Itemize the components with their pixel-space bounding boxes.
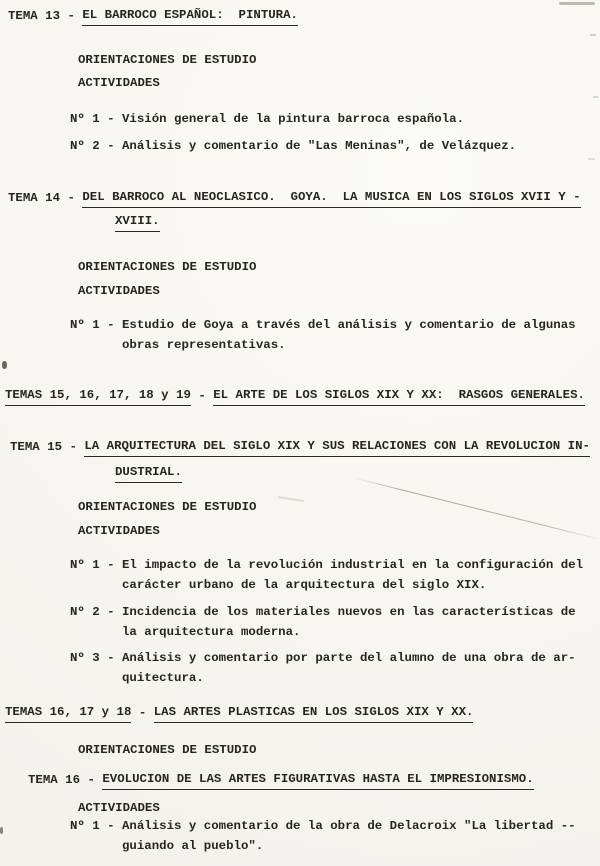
- temas-16-18-label: TEMAS 16, 17 y 18: [5, 703, 131, 723]
- actividades-text: ACTIVIDADES: [78, 284, 160, 298]
- tema-16-label: TEMA 16 -: [28, 773, 103, 787]
- activity-line: la arquitectura moderna.: [122, 625, 301, 639]
- temas-15-19-label: TEMAS 15, 16, 17, 18 y 19: [5, 386, 191, 406]
- activity-number: Nº 1 -: [70, 558, 123, 572]
- tema-13-activity-1: [70, 109, 464, 129]
- activity-text: [122, 555, 583, 595]
- tema-15-label: TEMA 15 -: [10, 440, 85, 454]
- tema-15-actividades-label: [78, 521, 160, 541]
- activity-text: [122, 315, 576, 355]
- activity-line: guiando al pueblo".: [122, 839, 264, 853]
- tema-14-actividades-label: [78, 281, 160, 301]
- activity-text: [122, 648, 576, 688]
- tema-13-activity-2: [70, 136, 516, 156]
- activity-number: Nº 1 -: [70, 819, 123, 833]
- scan-speck: [593, 96, 598, 98]
- temas-16-18-title: LAS ARTES PLASTICAS EN LOS SIGLOS XIX Y XX.: [154, 703, 474, 723]
- tema-14-title-continuation: [115, 212, 160, 232]
- temas-16-18-heading: [5, 703, 473, 723]
- activity-text: [122, 109, 464, 129]
- tema-15-activity-3: [70, 648, 576, 688]
- orientaciones-text: ORIENTACIONES DE ESTUDIO: [78, 500, 257, 514]
- heading-separator: -: [131, 706, 154, 720]
- scan-smudge: [278, 496, 304, 502]
- tema-15-title-continuation: [115, 463, 182, 483]
- tema-16-activity-1: [70, 816, 576, 856]
- scan-speck: [2, 361, 7, 369]
- activity-line: Análisis y comentario de "Las Meninas", de Velázquez.: [122, 139, 517, 153]
- tema-16-title: EVOLUCION DE LAS ARTES FIGURATIVAS HASTA EL IMPRESIONISMO.: [102, 770, 533, 790]
- scan-speck: [0, 827, 3, 834]
- activity-number: Nº 2 -: [70, 139, 123, 153]
- tema-15-activity-2: [70, 602, 576, 642]
- scan-speck: [590, 34, 596, 36]
- tema-14-title-line2: XVIII.: [115, 212, 160, 232]
- actividades-text: ACTIVIDADES: [78, 524, 160, 538]
- activity-line: carácter urbano de la arquitectura del siglo XIX.: [122, 578, 487, 592]
- tema-14-title-line1: DEL BARROCO AL NEOCLASICO. GOYA. LA MUSICA EN LOS SIGLOS XVII Y -: [82, 188, 580, 208]
- tema-15-title-line1: LA ARQUITECTURA DEL SIGLO XIX Y SUS RELACIONES CON LA REVOLUCION IN-: [84, 437, 590, 457]
- tema-14-orientaciones-label: [78, 257, 256, 277]
- temas-15-19-heading: [5, 386, 585, 406]
- activity-line: El impacto de la revolución industrial en la configuración del: [122, 558, 584, 572]
- orientaciones-text: ORIENTACIONES DE ESTUDIO: [78, 260, 257, 274]
- activity-text: [122, 136, 516, 156]
- temas-15-19-title: EL ARTE DE LOS SIGLOS XIX Y XX: RASGOS GENERALES.: [213, 386, 585, 406]
- tema-14-heading: [8, 188, 581, 208]
- tema-13-heading: [8, 6, 298, 26]
- actividades-text: ACTIVIDADES: [78, 76, 160, 90]
- tema-16-heading: [28, 770, 534, 790]
- orientaciones-text: ORIENTACIONES DE ESTUDIO: [78, 743, 257, 757]
- activity-line: obras representativas.: [122, 338, 286, 352]
- activity-number: Nº 1 -: [70, 318, 123, 332]
- activity-line: Análisis y comentario por parte del alumno de una obra de ar-: [122, 651, 576, 665]
- tema-13-orientaciones-label: [78, 50, 256, 70]
- tema-15-title-line2: DUSTRIAL.: [115, 463, 182, 483]
- tema-15-heading: [10, 437, 590, 457]
- activity-number: Nº 3 -: [70, 651, 123, 665]
- tema-13-actividades-label: [78, 73, 160, 93]
- tema-16-actividades-label: [78, 798, 160, 818]
- activity-number: Nº 1 -: [70, 112, 123, 126]
- activity-line: Estudio de Goya a través del análisis y comentario de algunas: [122, 318, 576, 332]
- activity-line: Incidencia de los materiales nuevos en las características de: [122, 605, 576, 619]
- heading-separator: -: [190, 389, 214, 403]
- scan-speck: [588, 158, 595, 160]
- tema-13-title: EL BARROCO ESPAÑOL: PINTURA.: [82, 6, 298, 26]
- orientaciones-text: ORIENTACIONES DE ESTUDIO: [78, 53, 257, 67]
- scan-scratch-line: [352, 477, 597, 539]
- temas-16-18-orientaciones-label: [78, 740, 256, 760]
- tema-14-activity-1: [70, 315, 576, 355]
- activity-line: Análisis y comentario de la obra de Delacroix "La libertad --: [122, 819, 576, 833]
- tema-15-activity-1: [70, 555, 583, 595]
- activity-text: [122, 602, 576, 642]
- activity-text: [122, 816, 576, 856]
- tema-15-orientaciones-label: [78, 497, 256, 517]
- activity-line: Visión general de la pintura barroca española.: [122, 112, 465, 126]
- actividades-text: ACTIVIDADES: [78, 801, 160, 815]
- activity-line: quitectura.: [122, 671, 204, 685]
- tema-14-label: TEMA 14 -: [8, 191, 83, 205]
- activity-number: Nº 2 -: [70, 605, 123, 619]
- tema-13-label: TEMA 13 -: [8, 9, 83, 23]
- scan-speck: [559, 2, 595, 5]
